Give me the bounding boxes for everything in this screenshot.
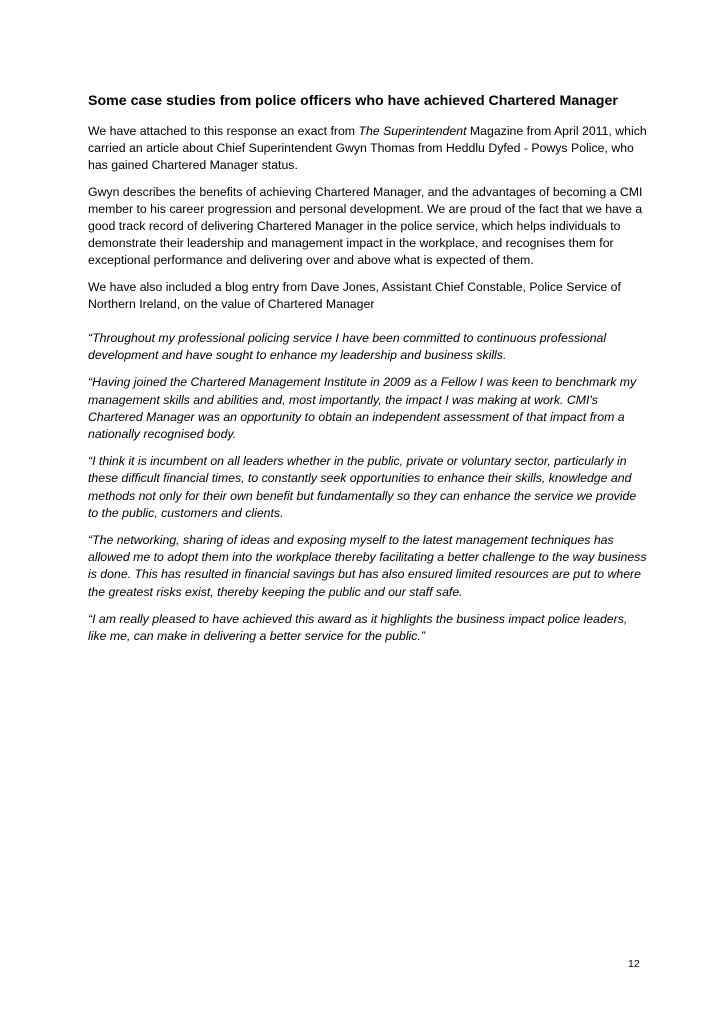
benefits-paragraph: Gwyn describes the benefits of achieving Chartered Manager, and the advantages of becoming a CMI member to his career progression and personal development. We are proud of the fact that we have a good track record of delivering Chartered Manager in the police service, which helps individuals to demonstrate their leadership and management impact in the workplace, and recognises them for exceptional performance and delivering over and above what is expected of them. — [88, 184, 643, 268]
intro-text-before: We have attached to this response an exact from — [88, 124, 359, 138]
blog-quote: “Having joined the Chartered Management Institute in 2009 as a Fellow I was keen to benchmark my management skills and abilities and, most importantly, the impact I was making at work. CMI's Chartered Manager was an opportunity to obtain an independent assessment of that impact from a nationally recognised body. — [88, 375, 637, 442]
intro-paragraph — [88, 123, 648, 175]
blog-intro-paragraph: We have also included a blog entry from Dave Jones, Assistant Chief Constable, Police Service of Northern Ireland, on the value of Chartered Manager — [88, 279, 621, 311]
blog-quote: “Throughout my professional policing service I have been committed to continuous professional development and have sought to enhance my leadership and business skills. — [88, 331, 607, 363]
intro-text-after: Magazine from April 2011, which carried an article about Chief Superintendent Gwyn Thomas from Heddlu Dyfed - Powys Police, who has gained Chartered Manager status. — [88, 124, 647, 173]
blog-quote: “The networking, sharing of ideas and exposing myself to the latest management techniques has allowed me to adopt them into the workplace thereby facilitating a better challenge to the way business is done. This has resulted in financial savings but has also ensured limited resources are put to where the greatest risks exist, thereby keeping the public and our staff safe. — [88, 533, 647, 599]
document-page — [88, 92, 648, 655]
section-heading: Some case studies from police officers who have achieved Chartered Manager — [88, 93, 618, 109]
page-number: 12 — [628, 958, 640, 970]
blog-quote: “I think it is incumbent on all leaders whether in the public, private or voluntary sector, particularly in these difficult financial times, to constantly seek opportunities to enhance their skills, knowledge and methods not only for their own benefit but fundamentally so they can enhance the service we provide to the public, customers and clients. — [88, 454, 637, 520]
magazine-title: The Superintendent — [358, 124, 467, 138]
blog-quote: “I am really pleased to have achieved this award as it highlights the business impact police leaders, like me, can make in delivering a better service for the public.” — [88, 611, 628, 644]
